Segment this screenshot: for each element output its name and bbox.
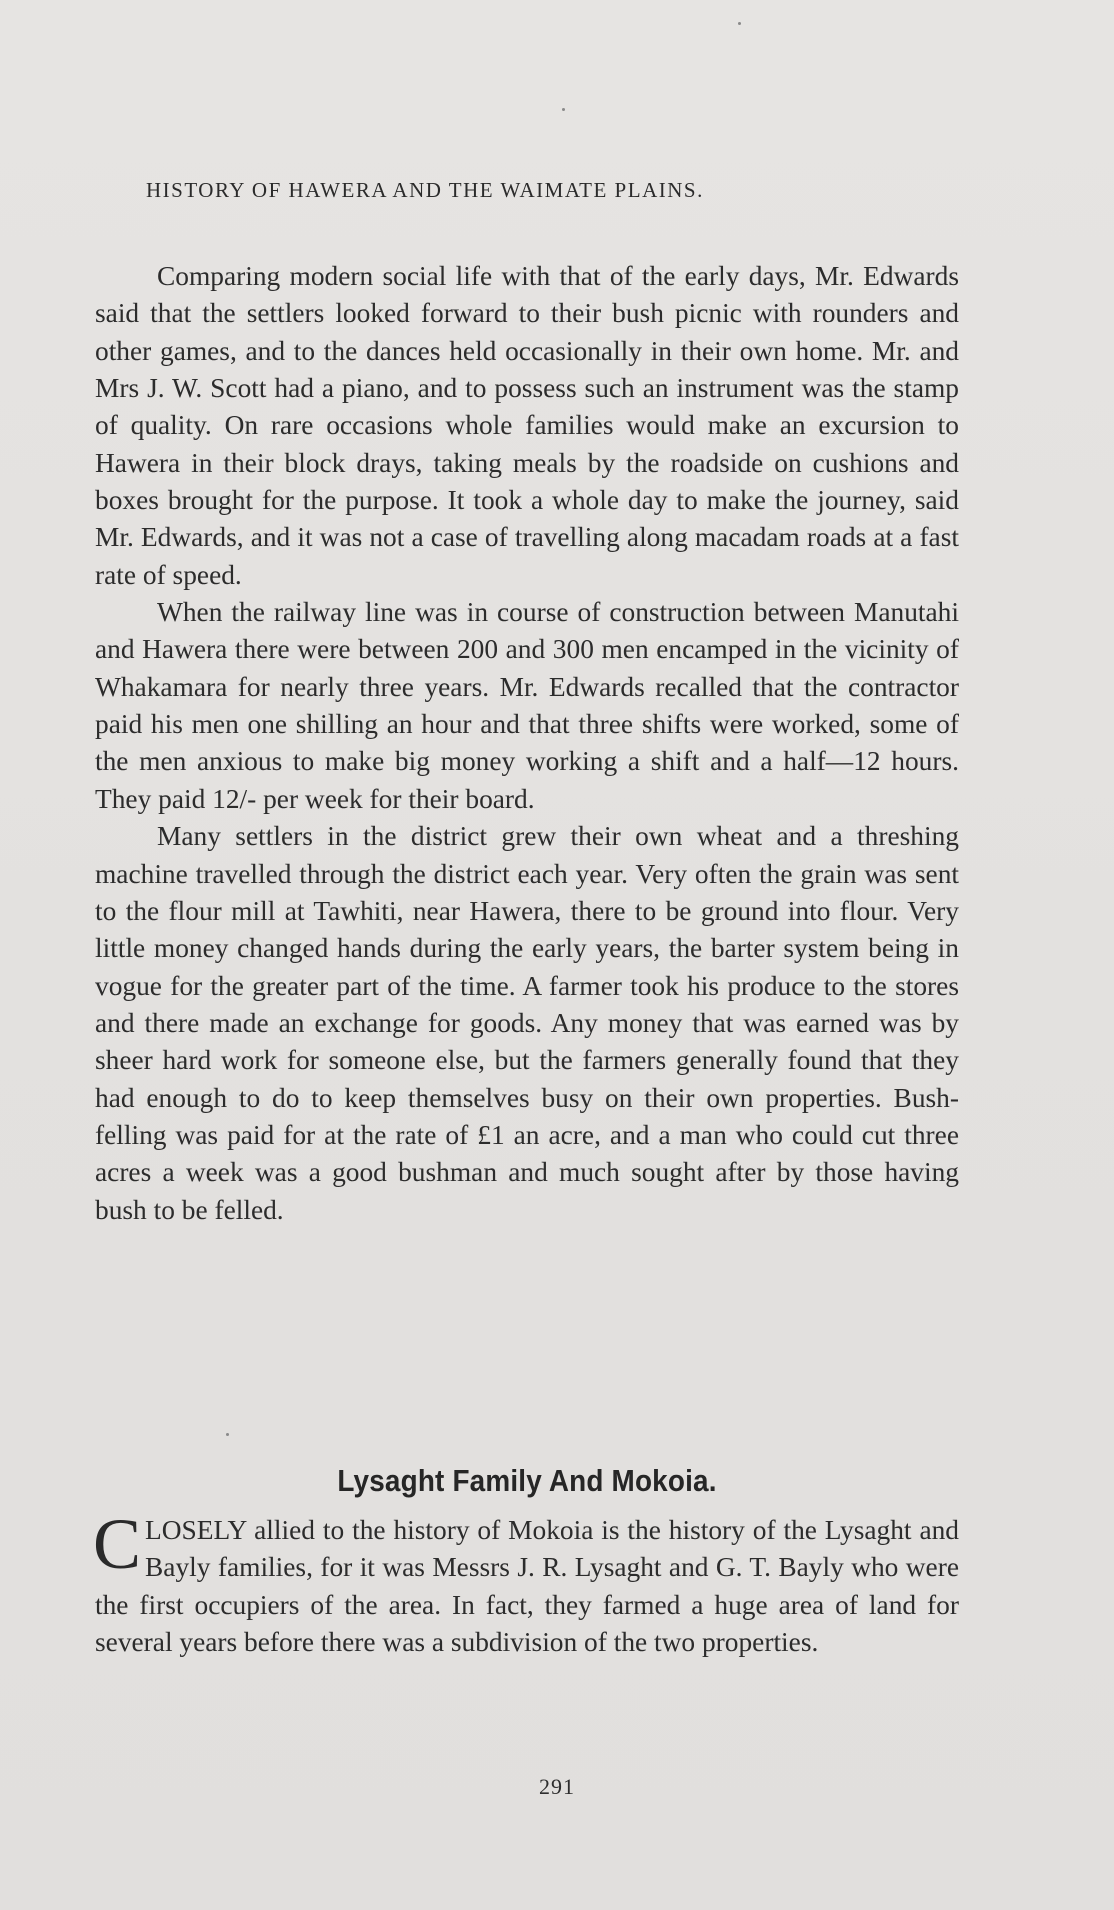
paragraph-settlers-wheat: Many settlers in the district grew their own wheat and a threshing machine travelled through the district each year. Very often the grain was sent to the flour mill at Tawhiti, near Hawera, there to be ground into flour. Very little money changed hands during the early years, the barter system being in vogue for the greater part of the time. A farmer took his produce to the stores and there made an exchange for goods. Any money that was earned was by sheer hard work for someone else, but the farmers generally found that they had enough to do to keep themselves busy on their own properties. Bush-felling was paid for at the rate of £1 an acre, and a man who could cut three acres a week was a good bushman and much sought after by those having bush to be felled. [95,821,959,1225]
section-text [93,1504,959,1661]
paragraph-social-life: Comparing modern social life with that of the early days, Mr. Edwards said that the settlers looked forward to their bush picnic with rounders and other games, and to the dances held occasionally in their own home. Mr. and Mrs J. W. Scott had a piano, and to possess such an instrument was the stamp of quality. On rare occasions whole families would make an excursion to Hawera in their block drays, taking meals by the roadside on cushions and boxes brought for the purpose. It took a whole day to make the journey, said Mr. Edwards, and it was not a case of travelling along macadam roads at a fast rate of speed. [95,261,959,590]
paragraph-lysaght [93,1504,959,1661]
body-text [95,258,959,1229]
drop-cap: C [93,1504,142,1584]
running-head: HISTORY OF HAWERA AND THE WAIMATE PLAINS. [146,178,704,202]
page-number: 291 [539,1774,575,1799]
paragraph-lysaght-text: LOSELY allied to the history of Mokoia is the history of the Lysaght and Bayly families, for it was Messrs J. R. Lysaght and G. T. Bayly who were the first occupiers of the area. In fact, they farmed a huge area of land for several years before there was a subdivision of the two properties. [95,1515,959,1658]
section-heading: Lysaght Family And Mokoia. [337,1463,717,1498]
ink-speck [226,1433,229,1436]
ink-speck [562,108,565,111]
ink-speck [738,22,741,25]
paragraph-railway: When the railway line was in course of construction between Manutahi and Hawera there were between 200 and 300 men encamped in the vicinity of Whakamara for nearly three years. Mr. Edwards recalled that the contractor paid his men one shilling an hour and that three shifts were worked, some of the men anxious to make big money working a shift and a half—12 hours. They paid 12/- per week for their board. [95,597,959,814]
